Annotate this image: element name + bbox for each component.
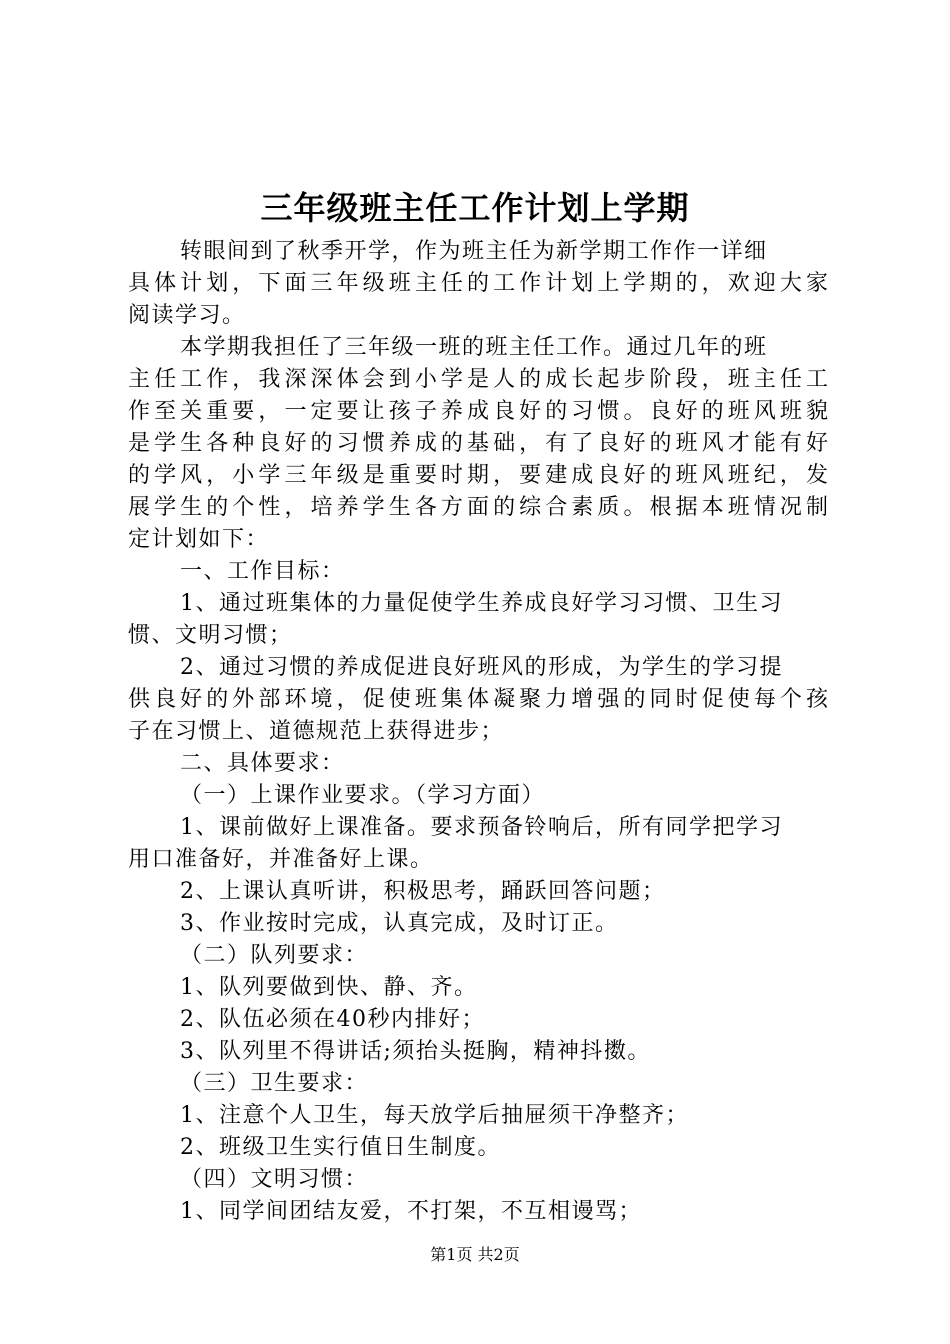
body-line: 1、通过班集体的力量促使学生养成良好学习习惯、卫生习 [180, 591, 783, 616]
body-line: 主任工作，我深深体会到小学是人的成长起步阶段，班主任工 [128, 367, 828, 392]
body-line: 1、注意个人卫生，每天放学后抽屉须干净整齐； [180, 1103, 689, 1128]
body-line: 3、作业按时完成，认真完成，及时订正。 [180, 911, 619, 936]
document-title: 三年级班主任工作计划上学期 [260, 189, 690, 227]
body-line: 3、队列里不得讲话;须抬头挺胸，精神抖擞。 [180, 1039, 651, 1064]
body-line: 供良好的外部环境，促使班集体凝聚力增强的同时促使每个孩 [128, 687, 828, 712]
body-line: 1、队列要做到快、静、齐。 [180, 975, 478, 1000]
subsection-heading: （三）卫生要求： [180, 1071, 369, 1096]
body-line: 是学生各种良好的习惯养成的基础，有了良好的班风才能有好 [128, 431, 828, 456]
body-line: 1、同学间团结友爱，不打架，不互相谩骂； [180, 1199, 642, 1224]
body-line: 子在习惯上、道德规范上获得进步； [128, 719, 505, 744]
body-line: 2、队伍必须在40秒内排好； [180, 1007, 485, 1032]
body-line: 本学期我担任了三年级一班的班主任工作。通过几年的班 [180, 335, 768, 360]
subsection-heading: （二）队列要求： [180, 943, 369, 968]
body-line: 2、班级卫生实行值日生制度。 [180, 1135, 501, 1160]
body-line: 2、上课认真听讲，积极思考，踊跃回答问题； [180, 879, 666, 904]
body-line: 1、课前做好上课准备。要求预备铃响后，所有同学把学习 [180, 815, 783, 840]
body-line: 作至关重要，一定要让孩子养成良好的习惯。良好的班风班貌 [128, 399, 828, 424]
section-heading: 一、工作目标： [180, 559, 345, 584]
body-line: 惯、文明习惯； [128, 623, 293, 648]
body-line: 展学生的个性，培养学生各方面的综合素质。根据本班情况制 [128, 495, 828, 520]
page-footer: 第1页 共2页 [430, 1245, 520, 1264]
subsection-heading: （四）文明习惯： [180, 1167, 369, 1192]
section-heading: 二、具体要求： [180, 751, 345, 776]
body-line: 用口准备好，并准备好上课。 [128, 847, 434, 872]
body-line: 具体计划，下面三年级班主任的工作计划上学期的，欢迎大家 [128, 271, 828, 296]
body-line: 的学风，小学三年级是重要时期，要建成良好的班风班纪，发 [128, 463, 828, 488]
body-line: 转眼间到了秋季开学，作为班主任为新学期工作作一详细 [180, 239, 768, 264]
subsection-heading: （一）上课作业要求。（学习方面） [180, 783, 546, 808]
body-line: 阅读学习。 [128, 303, 246, 328]
body-line: 定计划如下： [128, 527, 270, 552]
body-line: 2、通过习惯的养成促进良好班风的形成，为学生的学习提 [180, 655, 783, 680]
